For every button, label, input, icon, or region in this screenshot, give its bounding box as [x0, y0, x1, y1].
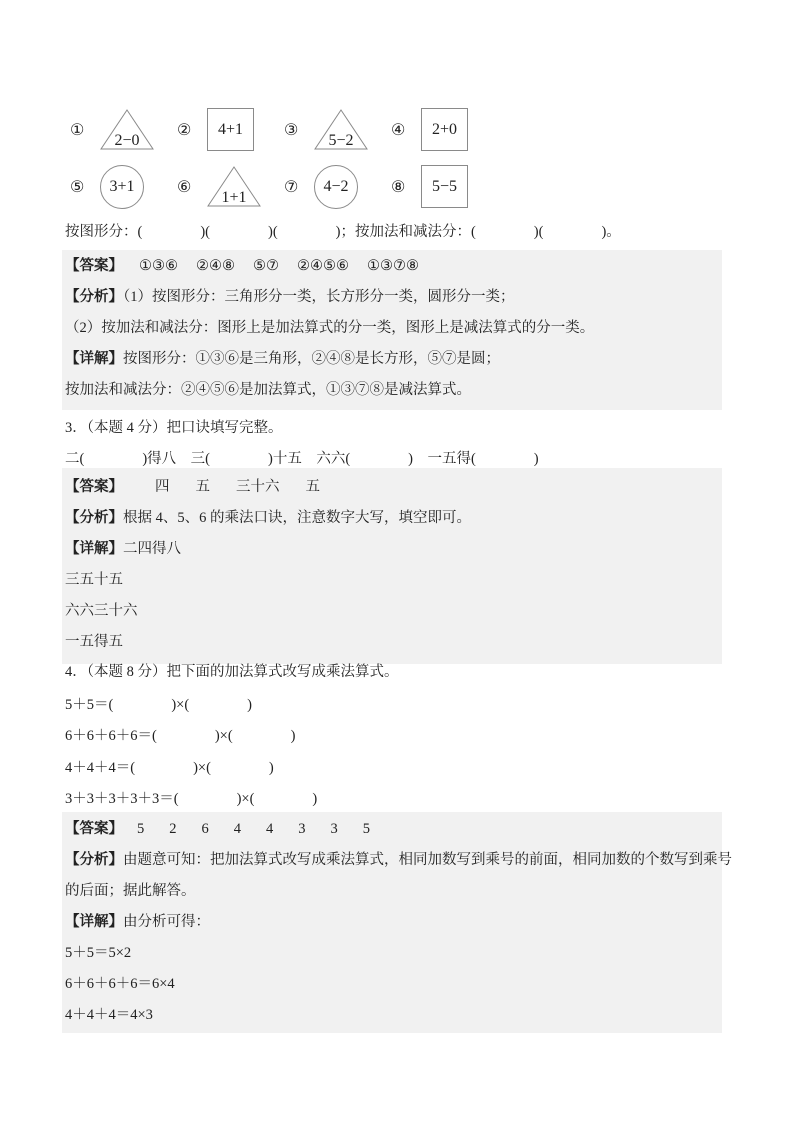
- analysis-text: 由题意可知：把加法算式改写成乘法算式，相同加数写到乘号的前面，相同加数的个数写到乘号: [123, 852, 732, 868]
- shape-option-5: [70, 159, 177, 214]
- shape-expression: 3+1: [109, 177, 135, 195]
- q3-detail-line-1: [62, 534, 722, 565]
- answer-value: 四: [155, 479, 170, 495]
- answer-value: 6: [201, 821, 209, 837]
- q3-answer-values: [155, 472, 320, 503]
- answer-value: 2: [169, 821, 177, 837]
- shape-expression: 1+1: [221, 189, 247, 206]
- answer-value: 4: [266, 821, 274, 837]
- triangle-shape: [207, 166, 261, 207]
- analysis-label: 【分析】: [65, 510, 123, 526]
- circled-number-1: ①: [70, 121, 85, 139]
- q3-detail-line-4: 一五得五: [65, 634, 123, 650]
- q4-detail-line-4: 4＋4＋4＝4×3: [65, 1007, 153, 1023]
- analysis-label: 【分析】: [65, 852, 123, 868]
- shape-option-8: [391, 159, 498, 214]
- q3-detail-line-3: 六六三十六: [65, 603, 138, 619]
- shape-expression: 2+0: [431, 120, 458, 138]
- circled-number-8: ⑧: [391, 178, 406, 196]
- shape-option-3: [284, 102, 391, 157]
- shape-expression: 4−2: [323, 177, 349, 195]
- q2-analysis-line-2: （2）按加法和减法分：图形上是加法算式的分一类，图形上是减法算式的分一类。: [65, 320, 595, 336]
- answer-value: ①③⑥: [139, 258, 178, 274]
- answer-value: ②④⑧: [196, 258, 235, 274]
- shape-option-2: [177, 102, 284, 157]
- q4-answer-row: [62, 814, 722, 845]
- detail-label: 【详解】: [65, 541, 123, 557]
- q2-detail-line-1: [62, 344, 722, 375]
- square-shape: [207, 108, 254, 151]
- square-shape: [421, 165, 468, 208]
- answer-label: 【答案】: [65, 258, 123, 274]
- answer-value: 5: [362, 821, 370, 837]
- q4-detail-line-2: 5＋5＝5×2: [65, 945, 132, 961]
- q4-analysis-line-2: 的后面；据此解答。: [65, 883, 196, 899]
- q4-equation-3: 4＋4＋4＝( )×( ): [65, 760, 274, 776]
- circled-number-5: ⑤: [70, 178, 85, 196]
- shape-option-7: [284, 159, 391, 214]
- shape-expression: 4+1: [217, 120, 244, 138]
- answer-label: 【答案】: [65, 821, 123, 837]
- q2-classification-prompt: 按图形分：( )( )( )；按加法和减法分：( )( )。: [65, 224, 621, 240]
- detail-text: 按图形分：①③⑥是三角形，②④⑧是长方形，⑤⑦是圆；: [123, 351, 500, 367]
- answer-value: 三十六: [236, 479, 280, 495]
- answer-value: 5: [137, 821, 145, 837]
- analysis-label: 【分析】: [65, 289, 123, 305]
- shape-option-4: [391, 102, 498, 157]
- answer-value: 4: [233, 821, 241, 837]
- square-shape: [421, 108, 468, 151]
- shape-expression: 5−5: [431, 177, 458, 195]
- answer-value: ②④⑤⑥: [297, 258, 349, 274]
- answer-value: ⑤⑦: [253, 258, 279, 274]
- q4-answer-values: [137, 814, 370, 845]
- q2-analysis-line-1: [62, 282, 722, 313]
- q3-analysis-line: [62, 503, 722, 534]
- circled-number-4: ④: [391, 121, 406, 139]
- answer-value: 3: [330, 821, 338, 837]
- q3-answer-row: [62, 472, 722, 503]
- q3-detail-line-2: 三五十五: [65, 572, 123, 588]
- q2-answer-values: [139, 251, 419, 282]
- q4-equation-4: 3＋3＋3＋3＋3＝( )×( ): [65, 791, 318, 807]
- analysis-text: （1）按图形分：三角形分一类，长方形分一类，圆形分一类；: [123, 289, 515, 305]
- answer-value: 3: [298, 821, 306, 837]
- shape-expression: 5−2: [328, 132, 354, 149]
- answer-value: 五: [195, 479, 210, 495]
- q3-title: 3．（本题 4 分）把口诀填写完整。: [65, 420, 283, 436]
- circle-shape: [100, 165, 144, 209]
- detail-text: 由分析可得：: [123, 914, 210, 930]
- detail-label: 【详解】: [65, 351, 123, 367]
- triangle-shape: [100, 109, 154, 150]
- q3-solution-block: [62, 468, 722, 664]
- q4-equation-1: 5＋5＝( )×( ): [65, 697, 252, 713]
- analysis-text: 根据 4、5、6 的乘法口诀，注意数字大写，填空即可。: [123, 510, 471, 526]
- shape-option-6: [177, 159, 284, 214]
- answer-value: ①③⑦⑧: [367, 258, 419, 274]
- circled-number-6: ⑥: [177, 178, 192, 196]
- q4-equation-2: 6＋6＋6＋6＝( )×( ): [65, 728, 296, 744]
- circle-shape: [314, 165, 358, 209]
- shape-option-1: [70, 102, 177, 157]
- circled-number-3: ③: [284, 121, 299, 139]
- circled-number-7: ⑦: [284, 178, 299, 196]
- q4-analysis-line-1: [62, 845, 732, 876]
- answer-label: 【答案】: [65, 479, 123, 495]
- q4-detail-line-3: 6＋6＋6＋6＝6×4: [65, 976, 175, 992]
- shape-expression: 2−0: [114, 132, 140, 149]
- detail-text: 二四得八: [123, 541, 181, 557]
- q4-detail-line-1: [62, 907, 722, 938]
- shape-options-grid: [70, 102, 498, 214]
- answer-value: 五: [305, 479, 320, 495]
- q2-detail-line-2: 按加法和减法分：②④⑤⑥是加法算式，①③⑦⑧是减法算式。: [65, 382, 471, 398]
- q2-answer-row: [62, 251, 722, 282]
- circled-number-2: ②: [177, 121, 192, 139]
- q4-solution-block: [62, 812, 732, 1033]
- triangle-shape: [314, 109, 368, 150]
- q4-title: 4．（本题 8 分）把下面的加法算式改写成乘法算式。: [65, 664, 399, 680]
- q2-solution-block: [62, 250, 722, 410]
- q3-fill-blanks-line: 二( )得八 三( )十五 六六( ) 一五得( ): [65, 451, 539, 467]
- detail-label: 【详解】: [65, 914, 123, 930]
